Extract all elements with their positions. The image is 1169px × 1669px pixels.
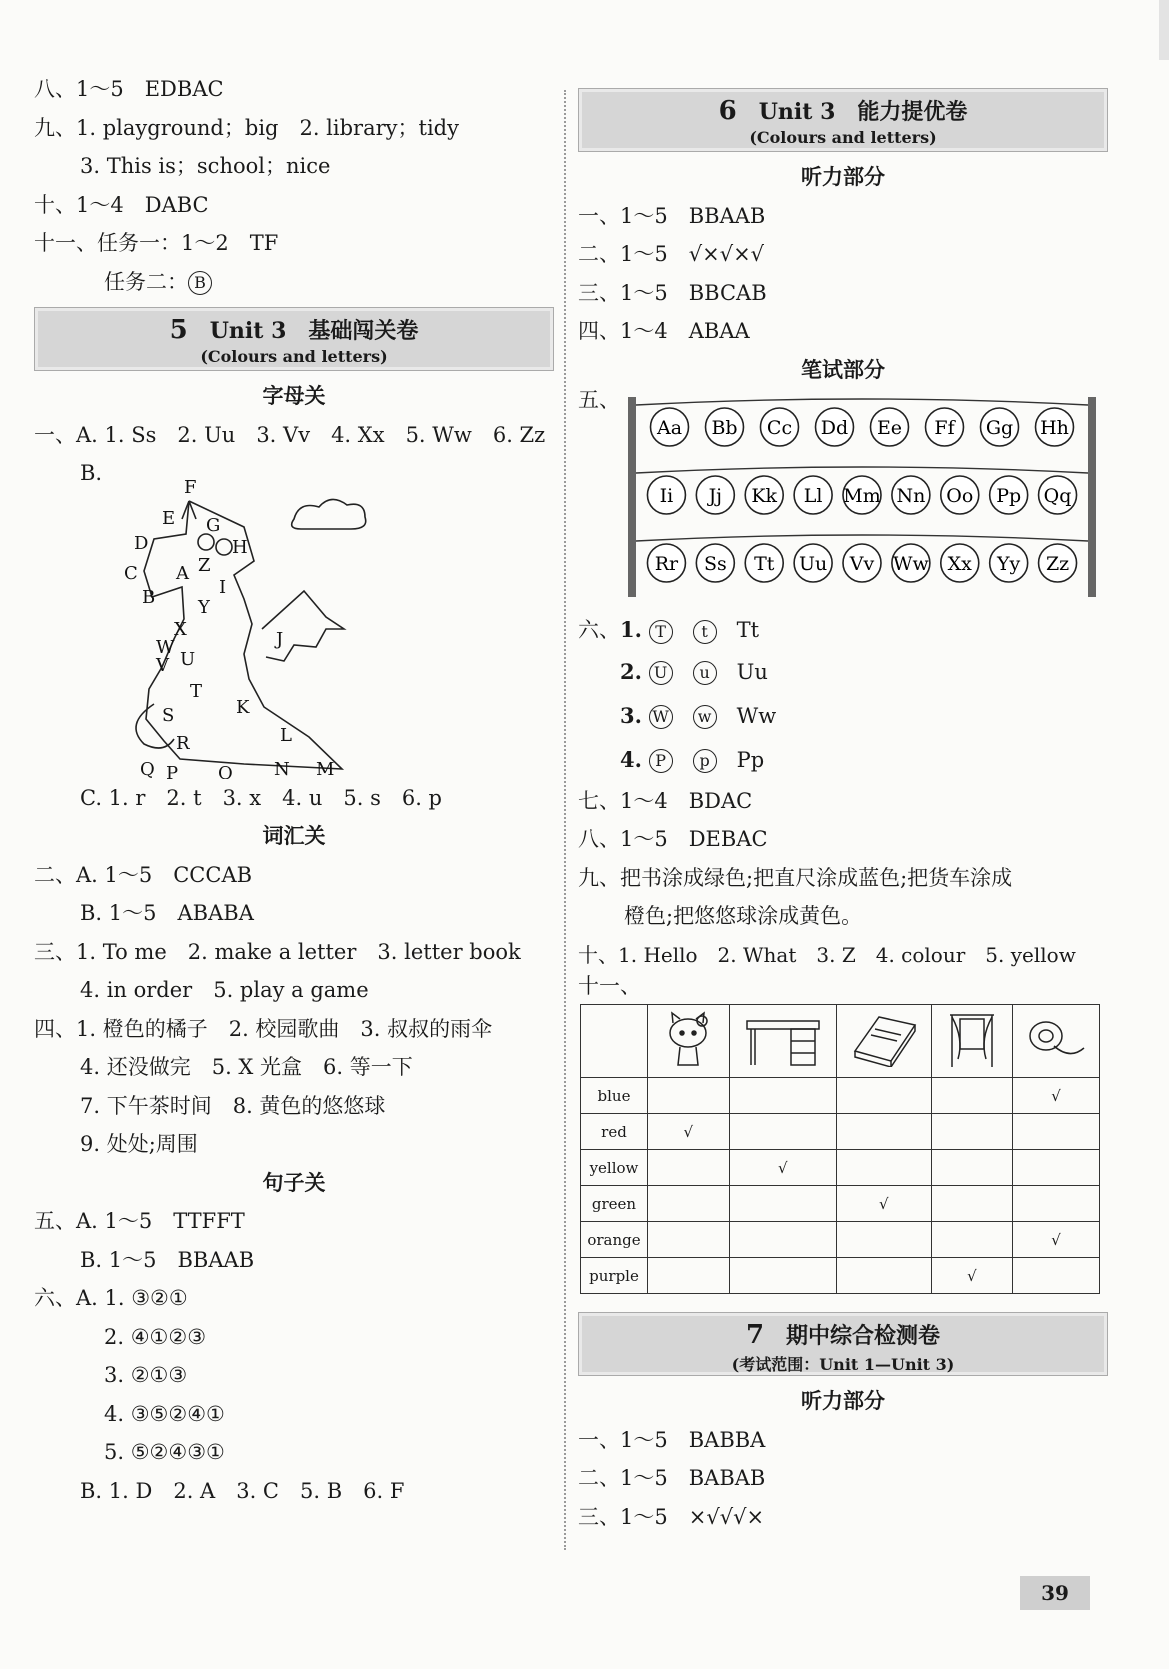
check-cell <box>729 1258 836 1294</box>
circled-letter: U <box>649 661 673 685</box>
lantern-letter: Ss <box>703 553 727 575</box>
lantern-letter: Rr <box>654 553 679 575</box>
dot-label: C <box>124 562 138 584</box>
question-label: 六、 <box>578 618 620 642</box>
answer-line: 三、1. To me 2. make a letter 3. letter book <box>34 939 521 964</box>
table-row <box>581 1150 1100 1186</box>
item-number: 3. <box>620 702 642 728</box>
string-line <box>636 467 1088 473</box>
lantern-letter: Xx <box>947 553 972 575</box>
circled-letter: p <box>693 749 717 773</box>
check-cell <box>931 1222 1013 1258</box>
table-row <box>581 1078 1100 1114</box>
left-column <box>34 70 554 1510</box>
page-number: 39 <box>1020 1576 1090 1610</box>
letter-pair: Uu <box>736 659 768 684</box>
lantern-letter: Cc <box>766 417 793 439</box>
check-cell <box>648 1258 730 1294</box>
answer-line <box>578 738 1108 782</box>
answer-line: 7. 下午茶时间 8. 黄色的悠悠球 <box>80 1093 386 1118</box>
section-title: 听力部分 <box>801 165 885 189</box>
alphabet-string-figure <box>578 389 1108 611</box>
check-cell <box>837 1258 932 1294</box>
answer-line: 四、1～4 ABAA <box>578 319 750 343</box>
item-number: 2. <box>620 658 642 684</box>
dot-label: D <box>134 532 149 554</box>
answer-line: 9. 处处;周围 <box>80 1132 198 1156</box>
check-cell <box>837 1222 932 1258</box>
check-cell <box>1013 1150 1100 1186</box>
lantern-letter: Tt <box>754 553 775 575</box>
answer-line: 十一、任务一：1～2 TF <box>34 231 279 255</box>
dot-label: A <box>176 562 189 584</box>
check-cell <box>729 1078 836 1114</box>
dot-label: H <box>232 536 248 558</box>
answer-line: 一、1～5 BABBA <box>578 1427 766 1452</box>
table-row <box>581 1222 1100 1258</box>
question-label: 五、 <box>578 388 620 412</box>
desk-icon <box>729 1005 836 1078</box>
answer-line: 三、1～5 ×√√√× <box>578 1504 765 1529</box>
section-banner-7 <box>578 1312 1108 1376</box>
color-name-cell: red <box>581 1114 648 1150</box>
answer-line: 4. 还没做完 5. X 光盒 6. 等一下 <box>80 1055 413 1079</box>
lantern-letter: Oo <box>946 485 974 507</box>
answer-line <box>578 694 1108 738</box>
dot-label: M <box>316 758 335 779</box>
circled-letter: t <box>693 620 717 644</box>
answer-line: 3. ②①③ <box>104 1363 188 1387</box>
color-name-cell: blue <box>581 1078 648 1114</box>
page-edge <box>1159 0 1169 60</box>
table-row <box>581 1114 1100 1150</box>
answer-line: 十、1. Hello 2. What 3. Z 4. colour 5. yellow <box>578 942 1076 967</box>
table-row <box>581 1258 1100 1294</box>
answer-line: 一、A. 1. Ss 2. Uu 3. Vv 4. Xx 5. Ww 6. Zz <box>34 422 546 447</box>
section-banner-5 <box>34 307 554 371</box>
yoyo-icon-svg <box>1024 1014 1088 1064</box>
section-title: 笔试部分 <box>801 357 885 382</box>
banner-subtitle: (Colours and letters) <box>749 128 937 147</box>
eye-icon <box>216 539 232 555</box>
answer-line: 橙色;把悠悠球涂成黄色。 <box>624 904 863 928</box>
circled-letter: W <box>649 705 673 729</box>
color-name-cell: green <box>581 1186 648 1222</box>
check-cell <box>931 1150 1013 1186</box>
item-number: 4. <box>620 746 642 772</box>
dot-label: P <box>166 762 179 779</box>
check-cell: √ <box>837 1186 932 1222</box>
answer-line: 八、1～5 EDBAC <box>34 77 224 101</box>
answer-line: B. 1～5 BBAAB <box>80 1247 255 1272</box>
lantern-letter: Ww <box>892 553 929 575</box>
check-cell <box>931 1186 1013 1222</box>
dot-label: X <box>174 618 187 640</box>
dot-label: Q <box>140 758 155 779</box>
lantern-letter: Dd <box>820 417 849 439</box>
lantern-letter: Pp <box>996 485 1022 507</box>
check-cell: √ <box>648 1114 730 1150</box>
section-title: 句子关 <box>262 1170 326 1195</box>
dot-label: S <box>162 704 175 726</box>
dot-label: G <box>206 514 221 536</box>
check-cell: √ <box>931 1258 1013 1294</box>
lantern-letter: Zz <box>1045 553 1070 575</box>
answer-line: 十一、 <box>578 974 641 998</box>
dot-label: Y <box>198 596 210 618</box>
lantern-letter: Nn <box>896 485 926 507</box>
post <box>1088 397 1096 597</box>
section-title: 词汇关 <box>262 824 326 848</box>
string-line <box>636 399 1088 405</box>
lantern-letter: Ee <box>876 417 903 439</box>
circled-answer: B <box>188 271 212 295</box>
column-divider <box>564 90 566 1550</box>
alphabet-lantern-string <box>622 393 1102 603</box>
dot-label: V <box>156 654 169 676</box>
right-column <box>578 88 1108 1536</box>
dot-label: N <box>274 758 290 779</box>
dot-label: U <box>180 648 196 670</box>
lantern-letter: Ff <box>934 417 955 439</box>
wing-outline <box>262 591 344 661</box>
dot-label: I <box>219 576 227 598</box>
check-cell <box>648 1186 730 1222</box>
answer-line: 五、A. 1～5 TTFFT <box>34 1209 245 1233</box>
color-name-cell: purple <box>581 1258 648 1294</box>
circled-letter: T <box>649 620 673 644</box>
check-cell: √ <box>729 1150 836 1186</box>
letter-pair: Ww <box>736 703 777 728</box>
check-cell <box>837 1078 932 1114</box>
color-name-cell: yellow <box>581 1150 648 1186</box>
section-banner-6 <box>578 88 1108 152</box>
answer-line: 4. in order 5. play a game <box>80 978 369 1002</box>
desk-icon-svg <box>743 1011 823 1067</box>
answer-line: B. 1. D 2. A 3. C 5. B 6. F <box>80 1478 405 1503</box>
check-cell <box>837 1114 932 1150</box>
circled-letter: w <box>693 705 717 729</box>
answer-line: 四、1. 橙色的橘子 2. 校园歌曲 3. 叔叔的雨伞 <box>34 1016 493 1041</box>
check-cell <box>729 1222 836 1258</box>
check-cell <box>837 1150 932 1186</box>
lantern-letter: Hh <box>1040 417 1069 439</box>
answer-line: 六、A. 1. ③②① <box>34 1286 188 1310</box>
check-cell <box>648 1078 730 1114</box>
check-cell: √ <box>1013 1222 1100 1258</box>
dragon-connect-dots-figure <box>94 479 394 779</box>
answer-line: 九、把书涂成绿色;把直尺涂成蓝色;把货车涂成 <box>578 865 1013 890</box>
lantern-letter: Gg <box>985 417 1014 439</box>
dot-label: B <box>142 586 156 608</box>
letter-pair: Pp <box>736 747 765 772</box>
task2-label: 任务二： <box>104 269 188 294</box>
check-cell <box>729 1114 836 1150</box>
dot-label: L <box>280 724 292 746</box>
answer-line: 4. ③⑤②④① <box>104 1401 225 1426</box>
answer-line: 3. This is；school；nice <box>80 154 331 178</box>
answer-line: 三、1～5 BBCAB <box>578 280 767 305</box>
check-cell: √ <box>1013 1078 1100 1114</box>
banner-title: Unit 3 基础闯关卷 <box>209 318 419 344</box>
circled-letter: P <box>649 749 673 773</box>
lantern-letter: Mm <box>843 485 881 507</box>
check-cell <box>648 1150 730 1186</box>
answer-line <box>578 650 1108 694</box>
check-cell <box>729 1186 836 1222</box>
section-title: 字母关 <box>262 384 326 408</box>
dot-label: O <box>218 762 233 779</box>
answer-line: 二、1～5 √×√×√ <box>578 242 765 266</box>
cat-doll-icon <box>658 1009 718 1069</box>
banner-subtitle: (Colours and letters) <box>200 347 388 366</box>
check-cell <box>1013 1114 1100 1150</box>
dot-label: F <box>184 478 197 498</box>
hello-kitty-icon <box>648 1005 730 1078</box>
banner-subtitle: (考试范围：Unit 1—Unit 3) <box>731 1355 955 1374</box>
answer-line: 2. ④①②③ <box>104 1324 207 1349</box>
answer-line <box>34 263 554 302</box>
check-cell <box>931 1114 1013 1150</box>
letter-pair: Tt <box>736 618 760 642</box>
color-table <box>580 1004 1100 1294</box>
table-header-row <box>581 1005 1100 1078</box>
lantern-letter: Qq <box>1043 485 1072 507</box>
post <box>628 397 636 597</box>
dot-label: W <box>156 636 175 658</box>
circled-letter: u <box>693 661 717 685</box>
lantern-letter: Vv <box>849 553 875 575</box>
dot-label: K <box>236 696 250 718</box>
dot-label: Z <box>198 554 211 576</box>
answer-line: 5. ⑤②④③① <box>104 1440 225 1464</box>
lantern-letter: Uu <box>798 553 828 575</box>
book-icon-svg <box>849 1011 919 1067</box>
banner-number: 7 <box>745 1320 765 1350</box>
banner-title: 期中综合检测卷 <box>786 1323 941 1349</box>
banner-number: 6 <box>718 96 737 126</box>
dot-label: T <box>190 680 203 702</box>
answer-line: 八、1～5 DEBAC <box>578 827 768 851</box>
dot-label: E <box>162 507 176 529</box>
eye-icon <box>198 534 214 550</box>
answer-line: 七、1～4 BDAC <box>578 788 753 813</box>
answer-line: 二、A. 1～5 CCCAB <box>34 862 253 887</box>
easel-icon <box>931 1005 1013 1078</box>
check-cell <box>931 1078 1013 1114</box>
check-cell <box>648 1222 730 1258</box>
answer-line <box>578 611 1108 650</box>
lantern-letter: Ll <box>803 485 823 507</box>
answer-line: B. <box>80 461 103 485</box>
check-cell <box>1013 1258 1100 1294</box>
dot-label: R <box>176 732 190 754</box>
lantern-letter: Yy <box>997 553 1021 575</box>
answer-line: 一、1～5 BBAAB <box>578 203 766 228</box>
easel-icon-svg <box>942 1009 1002 1069</box>
answer-line: 九、1. playground；big 2. library；tidy <box>34 115 459 140</box>
lantern-letter: Aa <box>656 417 683 439</box>
answer-line: B. 1～5 ABABA <box>80 901 254 925</box>
table-row <box>581 1186 1100 1222</box>
color-name-cell: orange <box>581 1222 648 1258</box>
lantern-letter: Kk <box>751 485 778 507</box>
yoyo-icon <box>1013 1005 1100 1078</box>
section-title: 听力部分 <box>801 1389 885 1413</box>
book-icon <box>837 1005 932 1078</box>
banner-title: Unit 3 能力提优卷 <box>758 99 968 125</box>
answer-line: 十、1～4 DABC <box>34 192 209 217</box>
answer-line: C. 1. r 2. t 3. x 4. u 5. s 6. p <box>80 785 443 810</box>
lantern-letter: Bb <box>711 417 738 439</box>
banner-number: 5 <box>169 315 188 345</box>
dot-label: J <box>276 628 284 650</box>
answer-line: 二、1～5 BABAB <box>578 1466 766 1490</box>
item-number: 1. <box>620 617 642 642</box>
check-cell <box>1013 1186 1100 1222</box>
lantern-letter: Jj <box>708 485 723 507</box>
lantern-letter: Ii <box>659 485 674 507</box>
header-empty-cell <box>581 1005 648 1078</box>
string-line <box>636 535 1088 541</box>
cloud-icon <box>292 499 366 529</box>
